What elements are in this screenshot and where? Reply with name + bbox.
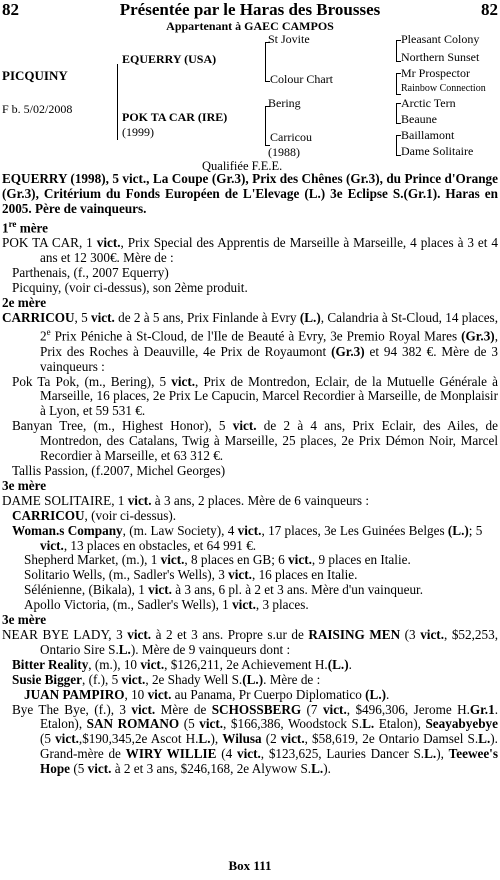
- produce-solitario-wells: Solitario Wells, (m., Sadler's Wells), 3 vict., 16 places en Italie.: [24, 567, 358, 583]
- produce-shepherd-market: Shepherd Market, (m.), 1 vict., 8 places en GB; 6 vict., 9 places en Italie.: [24, 552, 411, 568]
- produce-juan-pampiro: JUAN PAMPIRO, 10 vict. au Panama, Pr Cuerpo Diplomatico (L.).: [24, 686, 390, 702]
- dam-dam: Carricou: [270, 130, 312, 144]
- ggp-1: Pleasant Colony: [401, 32, 480, 46]
- ggp-7: Baillamont: [401, 128, 455, 142]
- page-title: Présentée par le Haras des Brousses: [119, 0, 381, 19]
- produce-carricou: CARRICOU, (voir ci-dessus).: [12, 507, 177, 523]
- dam-1-paragraph: POK TA CAR, 1 vict., Prix Special des Apprentis de Marseille à Marseille, 4 places à 3 et 4 ans et 12 300€. Mère de :: [2, 235, 498, 265]
- horse-name: PICQUINY: [2, 68, 68, 83]
- near-bye-lady-paragraph: NEAR BYE LADY, 3 vict. à 2 et 3 ans. Propre s.ur de RAISING MEN (3 vict., $52,253, Ontario Sire S.L.). Mère de 9 vainqueurs dont :: [2, 626, 498, 657]
- sire-sire: St Jovite: [268, 32, 310, 46]
- ggp-2: Northern Sunset: [401, 50, 480, 64]
- produce-bitter-reality: Bitter Reality, (m.), 10 vict., $126,211, 2e Achievement H.(L.).: [12, 656, 352, 672]
- sire-name: EQUERRY (USA): [122, 52, 217, 66]
- produce-tallis-passion: Tallis Passion, (f.2007, Michel Georges): [12, 463, 226, 478]
- dam-name: POK TA CAR (IRE): [122, 110, 228, 124]
- produce-picquiny: Picquiny, (voir ci-dessus), son 2ème produit.: [12, 279, 248, 295]
- gen1-bracket: [117, 64, 118, 140]
- section-1re-mere: 1re mère: [2, 218, 49, 236]
- page-number-left: 82: [2, 0, 19, 19]
- produce-pok-ta-pok: Pok Ta Pok, (m., Bering), 5 vict., Prix de Montredon, Eclair, de la Mutuelle Générale à Marseille, 16 places, 2e Prix Le Capucin, Marcel Recordier à Marseille, de Monplaisir à Lyon, et 59 531 €.: [12, 373, 498, 419]
- section-3e-mere-a: 3e mère: [2, 477, 47, 493]
- owner-line: Appartenant à GAEC CAMPOS: [166, 19, 334, 33]
- produce-womans-company: Woman.s Company, (m. Law Society), 4 vict., 17 places, 3e Les Guinées Belges (L.); 5 vict., 13 places en obstacles, et 64 991 €.: [12, 522, 483, 553]
- dam-2-paragraph: CARRICOU, 5 vict. de 2 à 5 ans, Prix Finlande à Evry (L.), Calandria à St-Cloud, 14 places, 2e Prix Péniche à St-Cloud, de l'Ile de Beauté à Evry, 3e Premio Royal Mares (Gr.3), Prix des Roches à Deauville, 4e Prix de Royaumont (Gr.3) et 94 382 €. Mère de 3 vainqueurs :: [2, 309, 499, 374]
- box-number: Box 111: [228, 858, 272, 873]
- section-2e-mere: 2e mère: [2, 294, 47, 310]
- birth-info: F b. 5/02/2008: [2, 102, 73, 116]
- ggp-6: Beaune: [401, 112, 437, 126]
- dam-dam-year: (1988): [268, 145, 300, 159]
- produce-susie-bigger: Susie Bigger, (f.), 5 vict., 2e Shady Well S.(L.). Mère de :: [12, 671, 321, 687]
- dam-sire: Bering: [268, 96, 301, 110]
- produce-selenienne: Sélénienne, (Bikala), 1 vict. à 3 ans, 6 pl. à 2 et 3 ans. Mère d'un vainqueur.: [24, 582, 424, 598]
- produce-parthenais: Parthenais, (f., 2007 Equerry): [12, 264, 169, 280]
- ggp-8: Dame Solitaire: [401, 144, 474, 158]
- dam-year: (1999): [122, 125, 154, 139]
- ggp-4: Rainbow Connection: [401, 83, 486, 94]
- produce-apollo-victoria: Apollo Victoria, (m., Sadler's Wells), 1 vict., 3 places.: [24, 597, 309, 613]
- ggp-3: Mr Prospector: [401, 66, 470, 80]
- section-3e-mere-b: 3e mère: [2, 612, 47, 628]
- ggp-5: Arctic Tern: [401, 96, 456, 110]
- sire-paragraph: EQUERRY (1998), 5 vict., La Coupe (Gr.3), Prix des Chênes (Gr.3), du Prince d'Orange (Gr.3), Critérium du Fonds Européen de L'Elevage (L.) 3e Eclipse S.(Gr.1). Haras en 2005. Père de vainqueurs.: [2, 171, 498, 216]
- sire-dam: Colour Chart: [270, 72, 333, 86]
- produce-bye-the-bye: Bye The Bye, (f.), 3 vict. Mère de SCHOSSBERG (7 vict., $496,306, Jerome H.Gr.1. Etalon), SAN ROMANO (5 vict., $166,386, Woodstock S.L. Etalon), Seayabyebye (5 vict.,$190,345,2e Ascot H.L.), Wilusa (2 vict., $58,619, 2e Ontario Damsel S.L.). Grand-mère de WIRY WILLIE (4 vict., $123,625, Lauries Dancer S.L.), Teewee's Hope (5 vict. à 2 et 3 ans, $246,168, 2e Alywow S.L.).: [12, 701, 498, 777]
- qualification: Qualifiée F.E.E.: [202, 159, 283, 173]
- catalogue-body: [2, 172, 498, 777]
- page-number-right: 82: [481, 0, 498, 19]
- dam-3-paragraph: DAME SOLITAIRE, 1 vict. à 3 ans, 2 places. Mère de 6 vainqueurs :: [2, 492, 370, 508]
- produce-banyan-tree: Banyan Tree, (m., Highest Honor), 5 vict. de 2 à 4 ans, Prix Eclair, des Ailes, de Montredon, des Catalans, Twig à Marseille, 25 places, 2e Prix Démon Noir, Marcel Recordier à Marseille, et 63 312 €.: [12, 418, 498, 464]
